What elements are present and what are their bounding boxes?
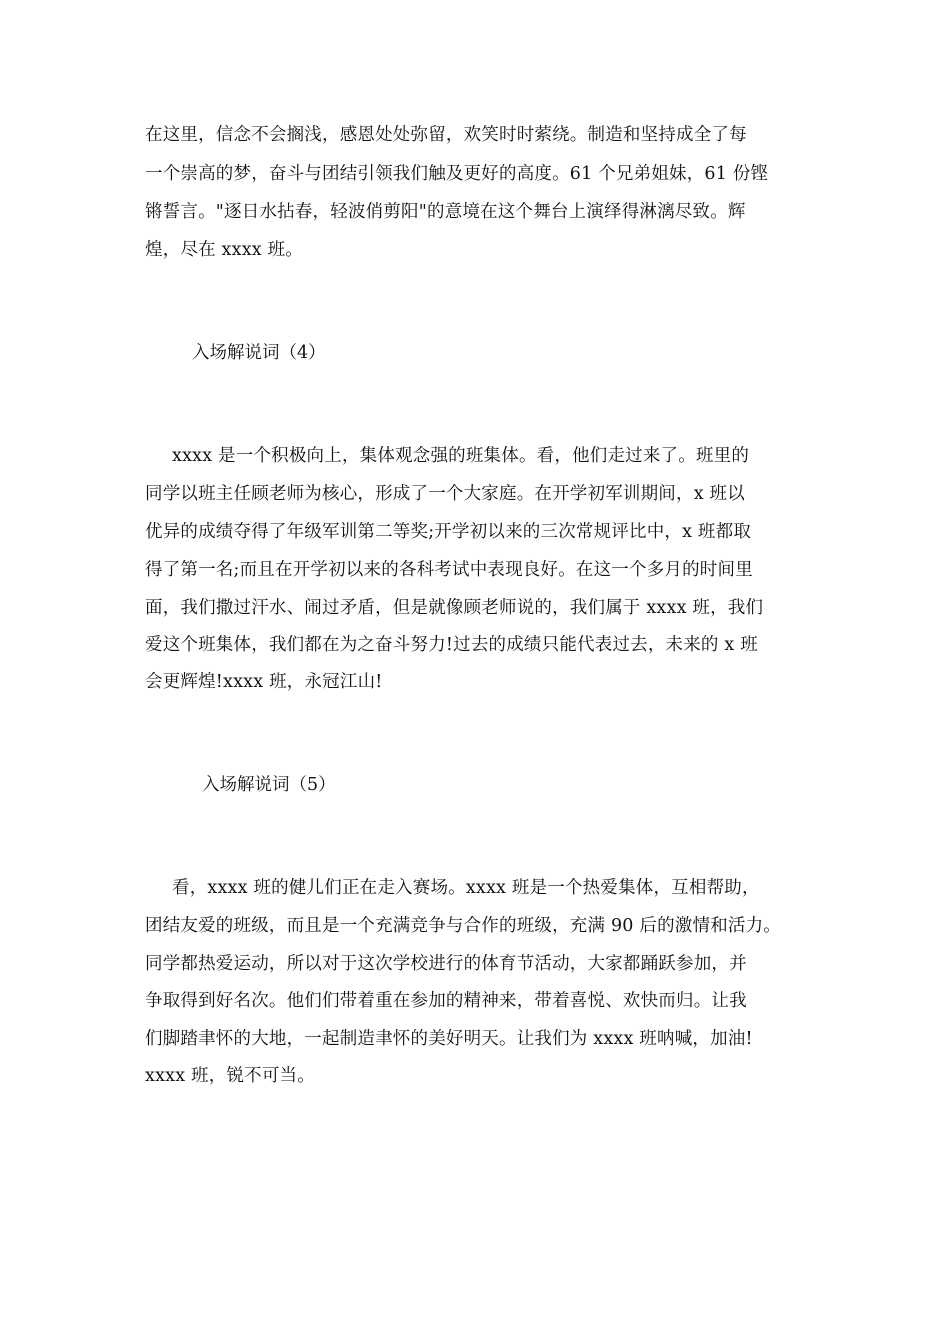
paragraph-line: 争取得到好名次。他们们带着重在参加的精神来，带着喜悦、欢快而归。让我	[145, 991, 747, 1011]
paragraph-line: 看，xxxx 班的健儿们正在走入赛场。xxxx 班是一个热爱集体，互相帮助，	[172, 878, 760, 898]
paragraph-line: 面，我们撒过汗水、闹过矛盾，但是就像顾老师说的，我们属于 xxxx 班，我们	[145, 598, 764, 618]
paragraph-line: 在这里，信念不会搁浅，感恩处处弥留，欢笑时时萦绕。制造和坚持成全了每	[145, 125, 747, 145]
paragraph-line: 同学以班主任顾老师为核心，形成了一个大家庭。在开学初军训期间，x 班以	[145, 484, 745, 504]
paragraph-line: 煌，尽在 xxxx 班。	[145, 240, 304, 260]
paragraph-line: xxxx 班，锐不可当。	[145, 1066, 315, 1086]
paragraph-line: 锵誓言。"逐日水拈春，轻波俏剪阳"的意境在这个舞台上演绎得淋漓尽致。辉	[145, 202, 746, 222]
paragraph-line: 们脚踏聿怀的大地，一起制造聿怀的美好明天。让我们为 xxxx 班呐喊，加油!	[145, 1029, 753, 1049]
paragraph-line: 爱这个班集体，我们都在为之奋斗努力!过去的成绩只能代表过去，未来的 x 班	[145, 635, 758, 655]
paragraph-line: 团结友爱的班级，而且是一个充满竞争与合作的班级，充满 90 后的激情和活力。	[145, 916, 781, 936]
paragraph-line: 一个崇高的梦，奋斗与团结引领我们触及更好的高度。61 个兄弟姐妹，61 份铿	[145, 164, 769, 184]
paragraph-line: 同学都热爱运动，所以对于这次学校进行的体育节活动，大家都踊跃参加，并	[145, 954, 747, 974]
paragraph-line: 会更辉煌!xxxx 班，永冠江山!	[145, 672, 383, 692]
paragraph-line: xxxx 是一个积极向上，集体观念强的班集体。看，他们走过来了。班里的	[172, 446, 750, 466]
section-heading-4: 入场解说词（4）	[192, 343, 326, 363]
paragraph-line: 得了第一名;而且在开学初以来的各科考试中表现良好。在这一个多月的时间里	[145, 560, 753, 580]
paragraph-line: 优异的成绩夺得了年级军训第二等奖;开学初以来的三次常规评比中，x 班都取	[145, 522, 752, 542]
section-heading-5: 入场解说词（5）	[202, 775, 336, 795]
